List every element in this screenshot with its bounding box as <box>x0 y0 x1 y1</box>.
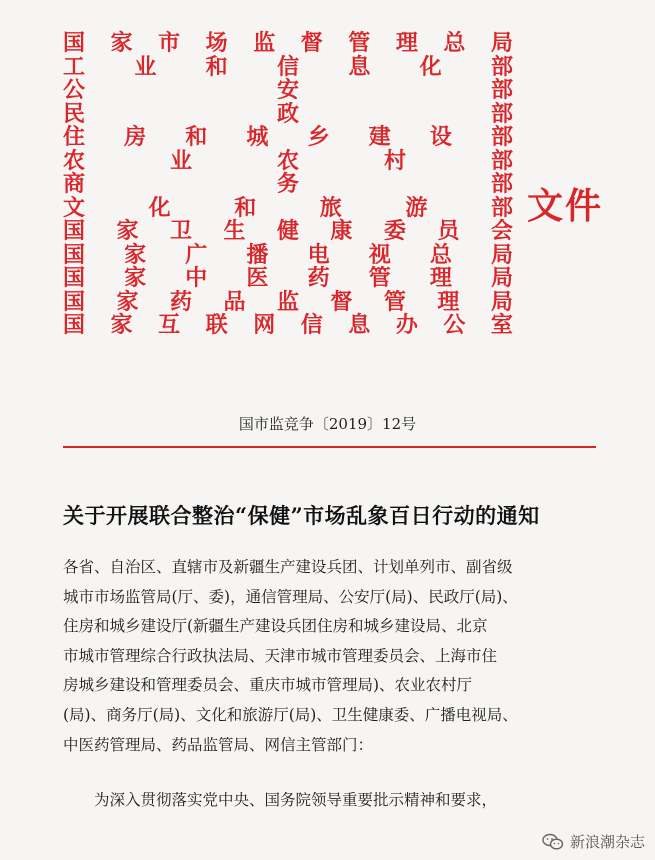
agency-char: 互 <box>158 312 181 338</box>
agency-char: 场 <box>205 30 228 56</box>
agency-char: 公 <box>63 77 86 103</box>
red-divider-line <box>63 446 596 448</box>
agency-char: 会 <box>490 218 513 244</box>
agency-char: 电 <box>307 241 330 268</box>
agency-char: 家 <box>110 30 133 56</box>
agency-char: 室 <box>490 312 513 338</box>
agency-char: 公 <box>443 312 466 338</box>
agency-char: 卫 <box>169 218 192 244</box>
agency-char: 办 <box>395 312 418 338</box>
agency-char: 药 <box>307 265 330 291</box>
addressee-line: 房城乡建设和管理委员会、重庆市城市管理局)、农业农村厅 <box>63 676 473 695</box>
agency-row <box>63 194 513 221</box>
addressee-line: 城市市场监管局(厅、委)，通信管理局、公安厅(局)、民政厅(局)、 <box>63 587 518 606</box>
agency-char: 品 <box>223 288 246 315</box>
agency-char: 和 <box>234 194 257 221</box>
agency-row <box>63 173 513 197</box>
agency-char: 督 <box>300 30 323 56</box>
agency-char: 联 <box>205 312 228 338</box>
agency-row <box>63 288 513 315</box>
agency-char: 政 <box>276 100 299 127</box>
agency-char: 家 <box>124 265 147 291</box>
agency-row <box>63 32 513 56</box>
agency-row <box>63 314 513 338</box>
agency-char: 健 <box>276 218 299 244</box>
agency-char: 国 <box>63 288 86 315</box>
agency-char: 中 <box>185 265 208 291</box>
agency-char: 家 <box>116 218 139 244</box>
agency-char: 广 <box>185 241 208 268</box>
wechat-icon <box>542 833 564 851</box>
addressee-line: 市城市管理综合行政执法局、天津市城市管理委员会、上海市住 <box>63 646 498 665</box>
agency-char: 视 <box>368 241 391 268</box>
agency-char: 房 <box>124 124 147 150</box>
agency-char: 旅 <box>319 194 342 221</box>
agency-char: 督 <box>330 288 353 315</box>
addressee-line: 住房和城乡建设厅(新疆生产建设兵团住房和城乡建设局、北京 <box>63 617 488 636</box>
agency-row <box>63 147 513 174</box>
agency-char: 理 <box>437 288 460 315</box>
agency-row <box>63 220 513 244</box>
agency-char: 监 <box>276 288 299 315</box>
agency-char: 工 <box>63 53 86 80</box>
agency-char: 信 <box>276 53 299 80</box>
agency-char: 生 <box>223 218 246 244</box>
agency-row <box>63 100 513 127</box>
agency-char: 国 <box>63 218 86 244</box>
agency-char: 部 <box>490 53 513 80</box>
agency-char: 国 <box>63 241 86 268</box>
body-first-paragraph <box>63 788 623 810</box>
document-title: 关于开展联合整治“保健”市场乱象百日行动的通知 <box>63 503 540 528</box>
agency-char: 息 <box>348 53 371 80</box>
agency-char: 化 <box>419 53 442 80</box>
agency-char: 局 <box>490 265 513 291</box>
agency-char: 信 <box>300 312 323 338</box>
agency-char: 局 <box>490 241 513 268</box>
agency-char: 管 <box>383 288 406 315</box>
agency-char: 理 <box>429 265 452 291</box>
agency-char: 医 <box>246 265 269 291</box>
agency-char: 和 <box>185 124 208 150</box>
watermark <box>542 831 645 852</box>
agency-char: 监 <box>253 30 276 56</box>
agency-char: 理 <box>395 30 418 56</box>
agency-char: 家 <box>116 288 139 315</box>
agency-char: 和 <box>205 53 228 80</box>
agency-char: 委 <box>383 218 406 244</box>
document-number: 国市监竞争〔2019〕12号 <box>238 415 417 433</box>
agency-char: 乡 <box>307 124 330 150</box>
agency-char: 员 <box>437 218 460 244</box>
agency-char: 化 <box>148 194 171 221</box>
agency-char: 业 <box>169 147 192 174</box>
agency-row <box>63 241 513 268</box>
agency-char: 部 <box>490 124 513 150</box>
agency-char: 国 <box>63 312 86 338</box>
agency-char: 村 <box>383 147 406 174</box>
agency-char: 管 <box>348 30 371 56</box>
agency-char: 业 <box>134 53 157 80</box>
agency-char: 部 <box>490 147 513 174</box>
issuing-agencies-block <box>63 32 513 338</box>
agency-row <box>63 126 513 150</box>
agency-char: 网 <box>253 312 276 338</box>
agency-char: 局 <box>490 288 513 315</box>
agency-char: 总 <box>429 241 452 268</box>
agency-char: 播 <box>246 241 269 268</box>
agency-char: 息 <box>348 312 371 338</box>
addressees-paragraph <box>63 553 603 760</box>
agency-char: 药 <box>169 288 192 315</box>
agency-row <box>63 79 513 103</box>
agency-char: 国 <box>63 265 86 291</box>
agency-char: 国 <box>63 30 86 56</box>
agency-char: 总 <box>443 30 466 56</box>
agency-char: 部 <box>490 194 513 221</box>
watermark-label: 新浪潮杂志 <box>569 833 645 851</box>
agency-char: 部 <box>490 77 513 103</box>
agency-char: 部 <box>490 171 513 197</box>
agency-char: 安 <box>276 77 299 103</box>
agency-char: 市 <box>158 30 181 56</box>
agency-char: 住 <box>63 124 86 150</box>
agency-char: 管 <box>368 265 391 291</box>
addressee-line: 中医药管理局、药品监管局、网信主管部门： <box>63 735 374 754</box>
agency-row <box>63 267 513 291</box>
agency-char: 游 <box>405 194 428 221</box>
agency-row <box>63 53 513 80</box>
body-first-line: 为深入贯彻落实党中央、国务院领导重要批示精神和要求， <box>94 791 498 809</box>
agency-char: 农 <box>276 147 299 174</box>
agency-char: 务 <box>276 171 299 197</box>
agency-char: 建 <box>368 124 391 150</box>
agency-char: 城 <box>246 124 269 150</box>
agency-char: 设 <box>429 124 452 150</box>
agency-char: 家 <box>124 241 147 268</box>
agency-char: 文 <box>63 194 86 221</box>
document-type-label: 文件 <box>527 185 604 227</box>
agency-char: 家 <box>110 312 133 338</box>
agency-char: 民 <box>63 100 86 127</box>
agency-char: 部 <box>490 100 513 127</box>
agency-char: 局 <box>490 30 513 56</box>
addressee-line: 各省、自治区、直辖市及新疆生产建设兵团、计划单列市、副省级 <box>63 558 513 576</box>
agency-char: 农 <box>63 147 86 174</box>
agency-char: 康 <box>330 218 353 244</box>
agency-char: 商 <box>63 171 86 197</box>
addressee-line: (局)、商务厅(局)、文化和旅游厅(局)、卫生健康委、广播电视局、 <box>63 705 518 724</box>
